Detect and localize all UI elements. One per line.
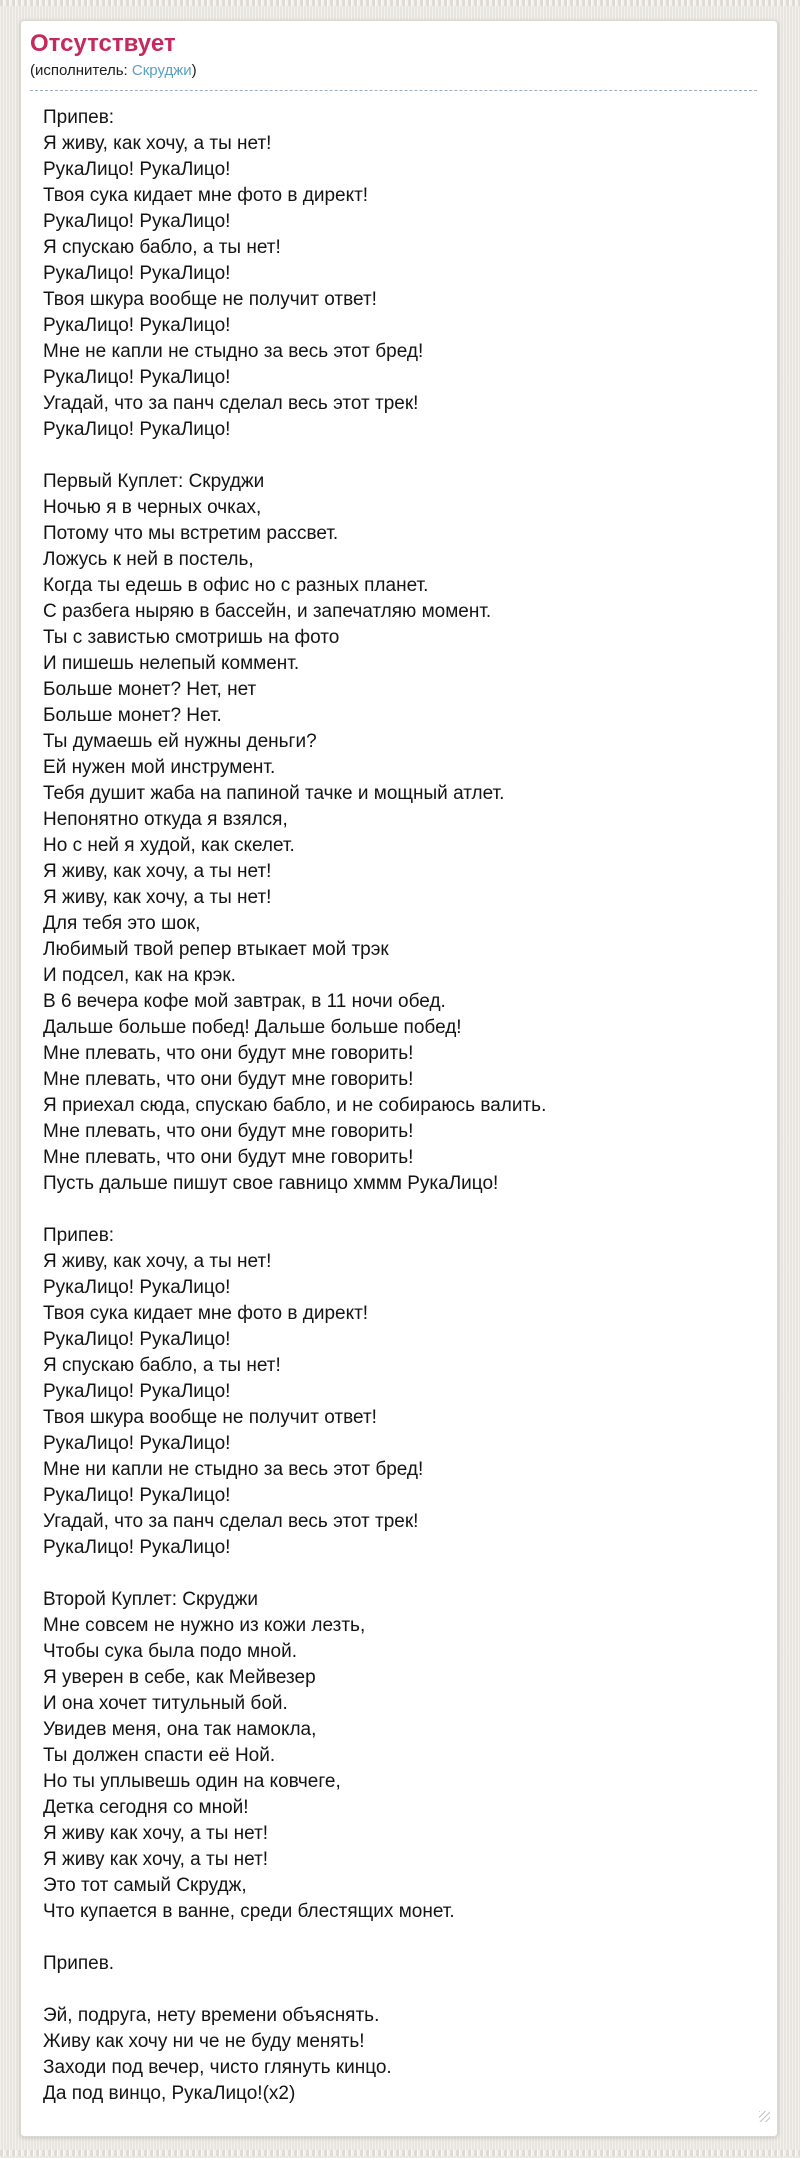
stanza	[43, 469, 757, 1197]
lyric-line: Ложусь к ней в постель,	[43, 549, 254, 570]
lyric-line: Непонятно откуда я взялся,	[43, 809, 288, 830]
lyric-line: Тебя душит жаба на папиной тачке и мощный атлет.	[43, 783, 505, 804]
lyric-line: Ей нужен мой инструмент.	[43, 757, 276, 778]
lyric-line: Потому что мы встретим рассвет.	[43, 523, 339, 544]
background-texture-bottom	[0, 2150, 800, 2156]
stanza	[43, 1951, 757, 1977]
lyric-line: С разбега ныряю в бассейн, и запечатляю момент.	[43, 601, 492, 622]
lyric-line: Мне не капли не стыдно за весь этот бред!	[43, 341, 424, 362]
lyric-line: Заходи под вечер, чисто глянуть кинцо.	[43, 2057, 392, 2078]
lyric-line: Ночью я в черных очках,	[43, 497, 262, 518]
lyric-line: И пишешь нелепый коммент.	[43, 653, 300, 674]
lyric-line: Но с ней я худой, как скелет.	[43, 835, 295, 856]
lyric-line: Твоя сука кидает мне фото в директ!	[43, 1303, 369, 1324]
lyric-line: Детка сегодня со мной!	[43, 1797, 249, 1818]
lyric-line: Припев:	[43, 107, 115, 128]
lyric-line: Первый Куплет: Скруджи	[43, 471, 265, 492]
lyric-line: Угадай, что за панч сделал весь этот трек!	[43, 1511, 419, 1532]
lyric-line: РукаЛицо! РукаЛицо!	[43, 159, 231, 180]
lyric-line: Мне совсем не нужно из кожи лезть,	[43, 1615, 366, 1636]
lyric-line: Для тебя это шок,	[43, 913, 201, 934]
lyric-line: РукаЛицо! РукаЛицо!	[43, 315, 231, 336]
lyrics-text	[43, 105, 757, 2107]
lyric-line: И она хочет титульный бой.	[43, 1693, 288, 1714]
lyric-line: Увидев меня, она так намокла,	[43, 1719, 317, 1740]
lyric-line: Живу как хочу ни че не буду менять!	[43, 2031, 365, 2052]
lyric-line: Да под винцо, РукаЛицо!(х2)	[43, 2083, 296, 2104]
lyric-line: РукаЛицо! РукаЛицо!	[43, 1381, 231, 1402]
lyric-line: Больше монет? Нет.	[43, 705, 222, 726]
lyric-line: Я живу, как хочу, а ты нет!	[43, 887, 272, 908]
lyric-line: Твоя шкура вообще не получит ответ!	[43, 289, 377, 310]
lyric-line: Ты думаешь ей нужны деньги?	[43, 731, 317, 752]
lyric-line: Я живу, как хочу, а ты нет!	[43, 861, 272, 882]
lyric-line: Эй, подруга, нету времени объяснять.	[43, 2005, 380, 2026]
song-header	[30, 29, 757, 91]
lyric-line: Припев.	[43, 1953, 115, 1974]
lyric-line: Мне плевать, что они будут мне говорить!	[43, 1043, 414, 1064]
lyric-line: Но ты уплывешь один на ковчеге,	[43, 1771, 341, 1792]
lyric-line: РукаЛицо! РукаЛицо!	[43, 1329, 231, 1350]
lyric-line: Больше монет? Нет, нет	[43, 679, 257, 700]
lyric-line: РукаЛицо! РукаЛицо!	[43, 367, 231, 388]
lyric-line: Ты должен спасти её Ной.	[43, 1745, 276, 1766]
lyric-line: Мне плевать, что они будут мне говорить!	[43, 1069, 414, 1090]
background-texture-top	[0, 0, 800, 6]
lyric-line: Я спускаю бабло, а ты нет!	[43, 1355, 281, 1376]
lyric-line: Мне плевать, что они будут мне говорить!	[43, 1147, 414, 1168]
lyric-line: Пусть дальше пишут свое гавницо хммм РукаЛицо!	[43, 1173, 499, 1194]
lyric-line: Я живу, как хочу, а ты нет!	[43, 1251, 272, 1272]
lyric-line: Твоя шкура вообще не получит ответ!	[43, 1407, 377, 1428]
lyric-line: Когда ты едешь в офис но с разных планет.	[43, 575, 429, 596]
lyric-line: РукаЛицо! РукаЛицо!	[43, 1485, 231, 1506]
lyric-line: Это тот самый Скрудж,	[43, 1875, 247, 1896]
lyric-line: Ты с завистью смотришь на фото	[43, 627, 340, 648]
artist-label-suffix: )	[191, 62, 197, 79]
lyric-line: Угадай, что за панч сделал весь этот трек!	[43, 393, 419, 414]
lyric-line: Мне плевать, что они будут мне говорить!	[43, 1121, 414, 1142]
lyric-line: Я живу как хочу, а ты нет!	[43, 1849, 269, 1870]
lyric-line: Твоя сука кидает мне фото в директ!	[43, 185, 369, 206]
lyric-line: В 6 вечера кофе мой завтрак, в 11 ночи обед.	[43, 991, 446, 1012]
lyric-line: РукаЛицо! РукаЛицо!	[43, 1433, 231, 1454]
lyric-line: Второй Куплет: Скруджи	[43, 1589, 258, 1610]
lyric-line: И подсел, как на крэк.	[43, 965, 236, 986]
lyrics-card	[20, 20, 778, 2137]
lyric-line: Припев:	[43, 1225, 115, 1246]
lyric-line: РукаЛицо! РукаЛицо!	[43, 419, 231, 440]
song-title: Отсутствует	[30, 30, 176, 57]
lyric-line: Что купается в ванне, среди блестящих монет.	[43, 1901, 455, 1922]
lyric-line: Дальше больше побед! Дальше больше побед!	[43, 1017, 462, 1038]
lyric-line: Я живу как хочу, а ты нет!	[43, 1823, 269, 1844]
lyric-line: Я живу, как хочу, а ты нет!	[43, 133, 272, 154]
lyric-line: Я уверен в себе, как Мейвезер	[43, 1667, 316, 1688]
stanza	[43, 105, 757, 443]
artist-line	[30, 61, 757, 80]
lyric-line: РукаЛицо! РукаЛицо!	[43, 1537, 231, 1558]
lyric-line: РукаЛицо! РукаЛицо!	[43, 263, 231, 284]
stanza	[43, 1223, 757, 1561]
stanza	[43, 2003, 757, 2107]
lyric-line: РукаЛицо! РукаЛицо!	[43, 1277, 231, 1298]
lyric-line: Я спускаю бабло, а ты нет!	[43, 237, 281, 258]
lyric-line: Чтобы сука была подо мной.	[43, 1641, 297, 1662]
artist-label-prefix: (исполнитель:	[30, 62, 132, 79]
resize-grip-icon	[759, 2111, 770, 2122]
artist-link[interactable]: Скруджи	[131, 62, 192, 79]
lyric-line: Я приехал сюда, спускаю бабло, и не собираюсь валить.	[43, 1095, 547, 1116]
lyric-line: Любимый твой репер втыкает мой трэк	[43, 939, 389, 960]
stanza	[43, 1587, 757, 1925]
lyric-line: РукаЛицо! РукаЛицо!	[43, 211, 231, 232]
lyric-line: Мне ни капли не стыдно за весь этот бред!	[43, 1459, 424, 1480]
